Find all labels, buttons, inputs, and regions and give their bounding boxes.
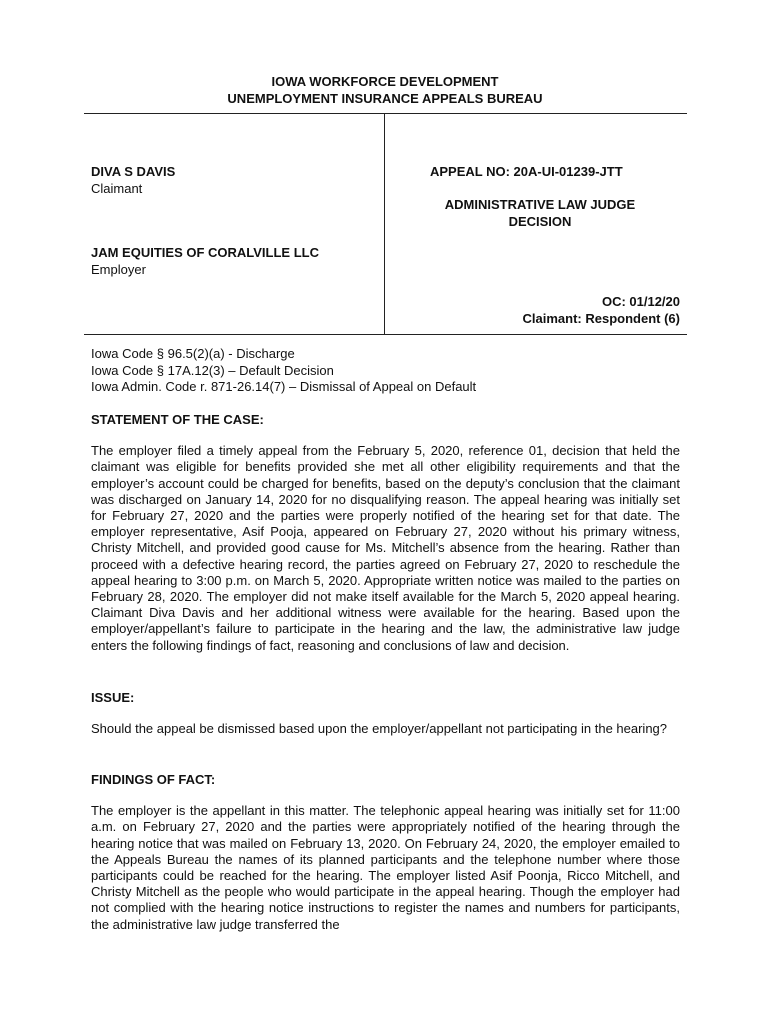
claimant-status: Claimant: Respondent (6) <box>522 311 680 326</box>
findings-body: The employer is the appellant in this matter. The telephonic appeal hearing was initially set for 11:00 a.m. on February 27, 2020 and the parties were appropriately notified of the hearing through the hearing notice that was mailed on February 13, 2020. On February 24, 2020, the employer emailed to the Appeals Bureau the names of its planned participants and the telephone number where those participants could be reached for the hearing. The employer listed Asif Poonja, Ricco Mitchell, and Christy Mitchell as the people who would participate in the appeal hearing. Though the employer had not complied with the hearing notice instructions to register the names and numbers for participants, the administrative law judge transferred the <box>91 803 680 932</box>
decision-title <box>390 197 690 230</box>
claimant-role: Claimant <box>91 181 143 196</box>
issue-heading: ISSUE: <box>91 690 135 705</box>
decision-title-line2: DECISION <box>508 213 572 229</box>
statement-section <box>91 412 680 654</box>
agency-header <box>0 73 770 107</box>
caption-top-rule <box>84 113 687 114</box>
issue-body: Should the appeal be dismissed based upon the employer/appellant not participating in the hearing? <box>91 721 668 737</box>
employer-role: Employer <box>91 262 146 277</box>
bureau-name: UNEMPLOYMENT INSURANCE APPEALS BUREAU <box>227 91 543 106</box>
agency-name: IOWA WORKFORCE DEVELOPMENT <box>271 74 499 89</box>
statement-body: The employer filed a timely appeal from the February 5, 2020, reference 01, decision that held the claimant was eligible for benefits provided she met all other eligibility requirements and that the employer’s account could be charged for benefits, based on the deputy’s conclusion that the claimant was discharged on January 14, 2020 for no disqualifying reason. The appeal hearing was initially set for February 27, 2020 and the parties were properly notified of the hearing set for that date. The employer representative, Asif Pooja, appeared on February 27, 2020 without his primary witness, Christy Mitchell, and provided good cause for Ms. Mitchell’s absence from the hearing. Rather than proceed with a defective hearing record, the parties agreed on February 27, 2020 to reschedule the appeal hearing to 3:00 p.m. on March 5, 2020. Appropriate written notice was mailed to the parties on February 28, 2020. The employer did not make itself available for the March 5, 2020 appeal hearing. Claimant Diva Davis and her additional witness were available for the hearing. Based upon the employer/appellant’s failure to participate in the hearing and the law, the administrative law judge enters the following findings of fact, reasoning and conclusions of law and decision. <box>91 443 680 653</box>
employer-name: JAM EQUITIES OF CORALVILLE LLC <box>91 245 319 260</box>
code-citation: Iowa Admin. Code r. 871-26.14(7) – Dismissal of Appeal on Default <box>91 379 477 394</box>
appeal-number: APPEAL NO: 20A-UI-01239-JTT <box>430 164 623 179</box>
issue-section <box>91 690 680 737</box>
decision-title-line1: ADMINISTRATIVE LAW JUDGE <box>444 197 636 212</box>
caption-bottom-rule <box>84 334 687 335</box>
code-citation: Iowa Code § 96.5(2)(a) - Discharge <box>91 346 295 361</box>
code-citations <box>91 346 476 396</box>
findings-section <box>91 772 680 933</box>
statement-heading: STATEMENT OF THE CASE: <box>91 412 264 427</box>
code-citation: Iowa Code § 17A.12(3) – Default Decision <box>91 362 334 378</box>
claimant-name: DIVA S DAVIS <box>91 164 176 179</box>
oc-date: OC: 01/12/20 <box>601 294 680 309</box>
caption-divider <box>384 113 385 335</box>
findings-heading: FINDINGS OF FACT: <box>91 772 216 787</box>
